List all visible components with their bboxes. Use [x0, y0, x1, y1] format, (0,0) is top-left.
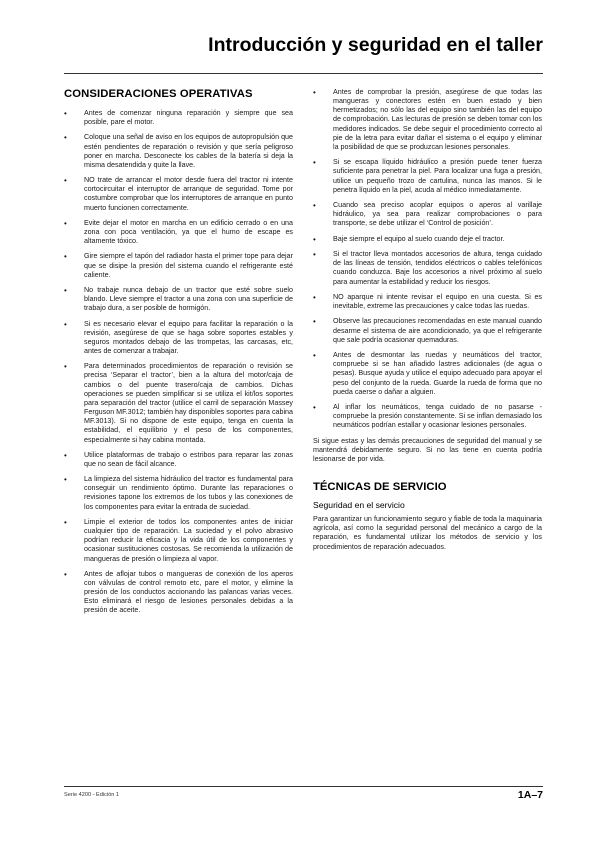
- list-item: • Utilice plataformas de trabajo o estribos para reparar las zonas que no sean de fácil alcance.: [64, 450, 293, 468]
- section-heading-tecnicas: TÉCNICAS DE SERVICIO: [313, 481, 447, 494]
- list-item: • Coloque una señal de aviso en los equipos de autopropulsión que estén pendientes de reparación o revisión y que sería peligroso poner en marcha. Desconecte los cables de la batería si deja la misma desatendida y quite la llave.: [64, 133, 293, 169]
- list-item: • Limpie el exterior de todos los componentes antes de iniciar cualquier tipo de reparación. La suciedad y el polvo abrasivo podrían reducir la eficacia y la vida útil de los componentes y ocasionar sustituciones costosas. Se recomienda la utilización de mangueras de presión o limpieza al vapor.: [64, 517, 293, 563]
- bullet-icon: •: [313, 403, 316, 413]
- footer-rule: [64, 786, 543, 787]
- bullet-icon: •: [64, 176, 67, 186]
- closing-paragraph: Si sigue estas y las demás precauciones de seguridad del manual y se mantendrá debidamente seguro. Si no las tiene en cuenta podría lesionarse de por vida.: [313, 436, 542, 463]
- page-title: Introducción y seguridad en el taller: [208, 34, 543, 56]
- bullet-icon: •: [313, 351, 316, 361]
- operational-list-continued: [313, 88, 542, 431]
- right-column: [313, 88, 542, 552]
- list-item: • Antes de comenzar ninguna reparación y siempre que sea posible, pare el motor.: [64, 109, 293, 127]
- bullet-icon: •: [64, 450, 67, 460]
- list-item: • Evite dejar el motor en marcha en un edificio cerrado o en una zona con poca ventilación, ya que el humo de escape es altamente tóxico.: [64, 218, 293, 246]
- bullet-icon: •: [313, 88, 316, 97]
- section-heading-operativas: CONSIDERACIONES OPERATIVAS: [64, 88, 253, 100]
- bullet-icon: •: [64, 252, 67, 262]
- page-number: 1A–7: [517, 789, 543, 801]
- list-item: • NO trate de arrancar el motor desde fuera del tractor ni intente cortocircuitar el interruptor de arranque de seguridad. Tome por costumbre comprobar que los interruptores de arranque en punto muerto funcionen correctamente.: [64, 176, 293, 212]
- list-item: • Observe las precauciones recomendadas en este manual cuando desarme el sistema de aire acondicionado, ya que el refrigerante que sale podría ocasionar quemaduras.: [313, 317, 542, 344]
- header-rule: [64, 73, 543, 74]
- left-column: [64, 88, 293, 622]
- bullet-icon: •: [64, 362, 67, 372]
- list-item: • Para determinados procedimientos de reparación o revisión se precisa ‘Separar el tractor’, bien a la altura del motor/caja de cambios o del puente trasero/caja de cambios. Dichas operaciones se pueden simplificar si se utiliza el kit/los soportes para separación del tractor (utilice el carril de separación Massey Ferguson MF.3012; también hay disponibles soportes para cabina MF.3013). Si no dispone de este equipo, tenga en cuenta la estabilidad, el equilibrio y el peso de los componentes, especialmente si hay cabina montada.: [64, 362, 293, 444]
- list-item: • Si se escapa líquido hidráulico a presión puede tener fuerza suficiente para penetrar la piel. Para localizar una fuga a presión, utilice un pequeño trozo de cartulina, nunca las manos. Si le penetra líquido en la piel, acuda al médico inmediatamente.: [313, 158, 542, 194]
- bullet-icon: •: [64, 475, 67, 485]
- bullet-icon: •: [64, 133, 67, 143]
- list-item: • NO aparque ni intente revisar el equipo en una cuesta. Si es inevitable, extreme las precauciones y calce todas las ruedas.: [313, 292, 542, 311]
- bullet-icon: •: [313, 234, 316, 244]
- bullet-icon: •: [64, 517, 67, 527]
- bullet-icon: •: [64, 285, 67, 295]
- subheading-seguridad: Seguridad en el servicio: [313, 500, 405, 511]
- list-item: • Si el tractor lleva montados accesorios de altura, tenga cuidado de las líneas de tensión, tendidos eléctricos o cables telefónicos cuando conduzca. Baje los accesorios a nivel próximo al suelo para aumentar la estabilidad y reducir los riesgos.: [313, 250, 542, 286]
- bullet-icon: •: [313, 201, 316, 211]
- bullet-icon: •: [64, 109, 67, 118]
- bullet-icon: •: [64, 319, 67, 329]
- list-item: • Si es necesario elevar el equipo para facilitar la reparación o la revisión, asegúrese de que se haga sobre soportes estables y seguros montados debajo de las trompetas, las carcasas, etc, antes de comenzar a trabajar.: [64, 319, 293, 355]
- list-item: • Antes de aflojar tubos o mangueras de conexión de los aperos con válvulas de control remoto etc, pare el motor, y elimine la presión de los conductos accionando las palancas varias veces. Esto eliminará el riesgo de lesiones personales debidas a la presión de aceite.: [64, 569, 293, 615]
- bullet-icon: •: [64, 569, 67, 579]
- list-item: • Antes de comprobar la presión, asegúrese de que todas las mangueras y conectores estén en buen estado y bien hermetizados; no sólo las del equipo sino también las del equipo de comprobación. Las lecturas de presión se deben tomar con los medidores indicados. Se debe seguir el procedimiento correcto al pie de la letra para evitar dañar el sistema o el equipo y eliminar la posibilidad de que se produzcan lesiones personales.: [313, 88, 542, 151]
- bullet-icon: •: [64, 218, 67, 228]
- bullet-icon: •: [313, 317, 316, 327]
- list-item: • La limpieza del sistema hidráulico del tractor es fundamental para conseguir un rendimiento óptimo. Durante las reparaciones o revisiones tapone los extremos de los tubos y las conexiones de los componentes para evitar la entrada de suciedad.: [64, 475, 293, 511]
- list-item: • Baje siempre el equipo al suelo cuando deje el tractor.: [313, 234, 505, 244]
- service-paragraph: Para garantizar un funcionamiento seguro y fiable de toda la maquinaria agrícola, así como la seguridad personal del mecánico a cargo de la reparación, es fundamental utilizar los métodos de servicio y los procedimientos de reparación adecuados.: [313, 515, 542, 551]
- bullet-icon: •: [313, 292, 316, 302]
- list-item: • Al inflar los neumáticos, tenga cuidado de no pasarse - compruebe la presión constantemente. Si se inflan demasiado los neumáticos podrían estallar y ocasionar lesiones personales.: [313, 403, 542, 430]
- operational-list: [64, 109, 293, 616]
- bullet-icon: •: [313, 250, 316, 260]
- list-item: • Antes de desmontar las ruedas y neumáticos del tractor, compruebe si se han añadido lastres adicionales (de agua o pesas). Busque ayuda y utilice el equipo adecuado para apoyar el peso del conjunto de la rueda. Guarde la rueda de forma que no pueda caerse o dañar a alguien.: [313, 351, 542, 396]
- footer-edition: Serie 4200 - Edición 1: [64, 792, 120, 798]
- list-item: • Cuando sea preciso acoplar equipos o aperos al varillaje hidráulico, ya sea para realizar comprobaciones o para transporte, se debe utilizar el ‘Control de posición’.: [313, 201, 542, 228]
- list-item: • Gire siempre el tapón del radiador hasta el primer tope para dejar que se disipe la presión del sistema cuando el refrigerante esté caliente.: [64, 252, 293, 279]
- bullet-icon: •: [313, 158, 316, 168]
- list-item: • No trabaje nunca debajo de un tractor que esté sobre suelo blando. Lleve siempre el tractor a una zona con una superficie de trabajo dura, a ser posible de hormigón.: [64, 285, 293, 313]
